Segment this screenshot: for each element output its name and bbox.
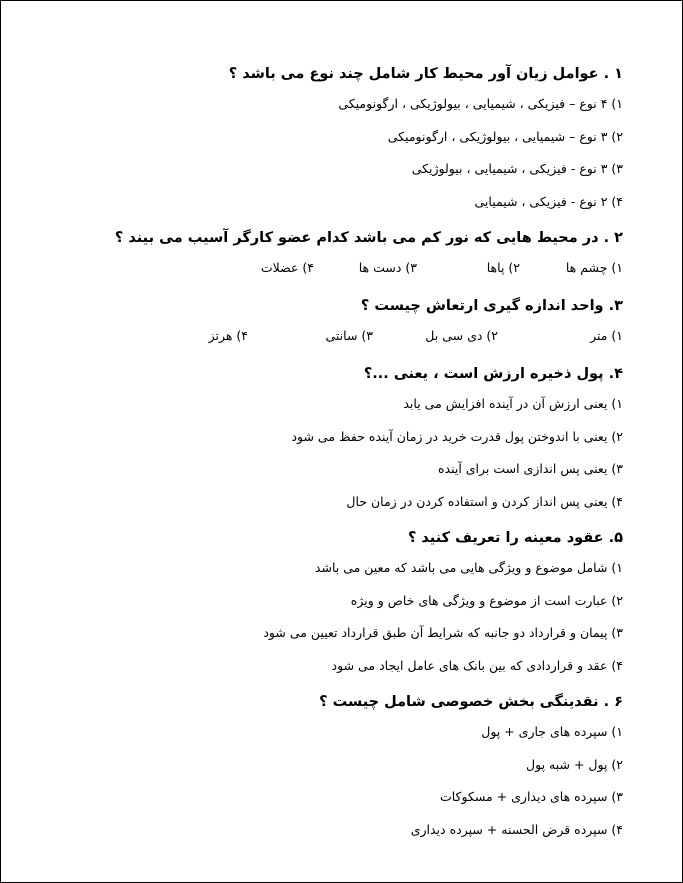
- question-5-option-1: ۱) شامل موضوع و ویژگی هایی می باشد که معین می باشد: [314, 560, 623, 575]
- question-6-option-1: ۱) سپرده های جاری + پول: [481, 724, 623, 739]
- question-2-option-2: ۲) پاها: [486, 260, 520, 275]
- question-2-option-1: ۱) چشم ها: [565, 260, 623, 275]
- question-4-option-1: ۱) یعنی ارزش آن در آینده افزایش می یابد: [403, 396, 623, 411]
- question-2-options: [63, 258, 623, 278]
- question-1-option-2: ۲) ۳ نوع – شیمیایی ، بیولوژیکی ، ارگونومیکی: [387, 128, 623, 144]
- question-1: [63, 60, 623, 212]
- question-5-option-3: ۳) پیمان و قرارداد دو جانبه که شرایط آن طبق قرارداد تعیین می شود: [263, 625, 623, 640]
- question-3-option-2: ۲) دی سی بل: [425, 328, 498, 343]
- question-1-title: ۱ . عوامل زیان آور محیط کار شامل چند نوع می باشد ؟: [228, 66, 623, 82]
- question-5-option-4: ۴) عقد و قراردادی که بین بانک های عامل ایجاد می شود: [331, 657, 623, 673]
- question-1-option-4: ۴) ۲ نوع - فیزیکی ، شیمیایی: [474, 193, 623, 209]
- question-6-option-4: ۴) سپرده قرض الحسنه + سپرده دیداری: [410, 821, 623, 837]
- question-1-option-1: ۱) ۴ نوع – فیزیکی ، شیمیایی ، بیولوژیکی ، ارگونومیکی: [338, 96, 623, 111]
- question-2-option-4: ۴) عضلات: [260, 260, 314, 275]
- question-1-option-3: ۳) ۳ نوع - فیزیکی ، شیمیایی ، بیولوژیکی: [411, 161, 623, 176]
- question-3-option-4: ۴) هرتز: [208, 328, 248, 343]
- question-5-option-2: ۲) عبارت است از موضوع و ویژگی های خاص و ویژه: [350, 592, 623, 608]
- question-6-title: ۶ . نقدینگی بخش خصوصی شامل چیست ؟: [319, 694, 623, 710]
- question-6-option-3: ۳) سپرده های دیداری + مسکوکات: [439, 789, 623, 804]
- question-4: [63, 360, 623, 512]
- question-3-option-1: ۱) متر: [590, 328, 623, 343]
- question-2: [63, 224, 623, 278]
- question-sheet: [63, 60, 623, 852]
- question-4-option-2: ۲) یعنی با اندوختن پول قدرت خرید در زمان آینده حفظ می شود: [291, 428, 623, 444]
- question-2-title: ۲ . در محیط هایی که نور کم می باشد کدام عضو کارگر آسیب می بیند ؟: [114, 230, 623, 246]
- question-3-options: [63, 326, 623, 346]
- question-6-option-2: ۲) پول + شبه پول: [526, 756, 623, 772]
- question-3: [63, 292, 623, 346]
- question-6: [63, 688, 623, 840]
- question-2-option-3: ۳) دست ها: [358, 260, 417, 275]
- question-4-title: ۴. پول ذخیره ارزش است ، یعنی ...؟: [363, 366, 623, 382]
- question-5: [63, 524, 623, 676]
- question-4-option-3: ۳) یعنی پس اندازی است برای آینده: [437, 461, 623, 476]
- question-4-option-4: ۴) یعنی پس انداز کردن و استفاده کردن در زمان حال: [346, 493, 623, 509]
- question-5-title: ۵. عقود معینه را تعریف کنید ؟: [407, 530, 623, 546]
- question-3-title: ۳. واحد اندازه گیری ارتعاش چیست ؟: [360, 298, 623, 314]
- question-3-option-3: ۳) سانتی: [325, 328, 373, 343]
